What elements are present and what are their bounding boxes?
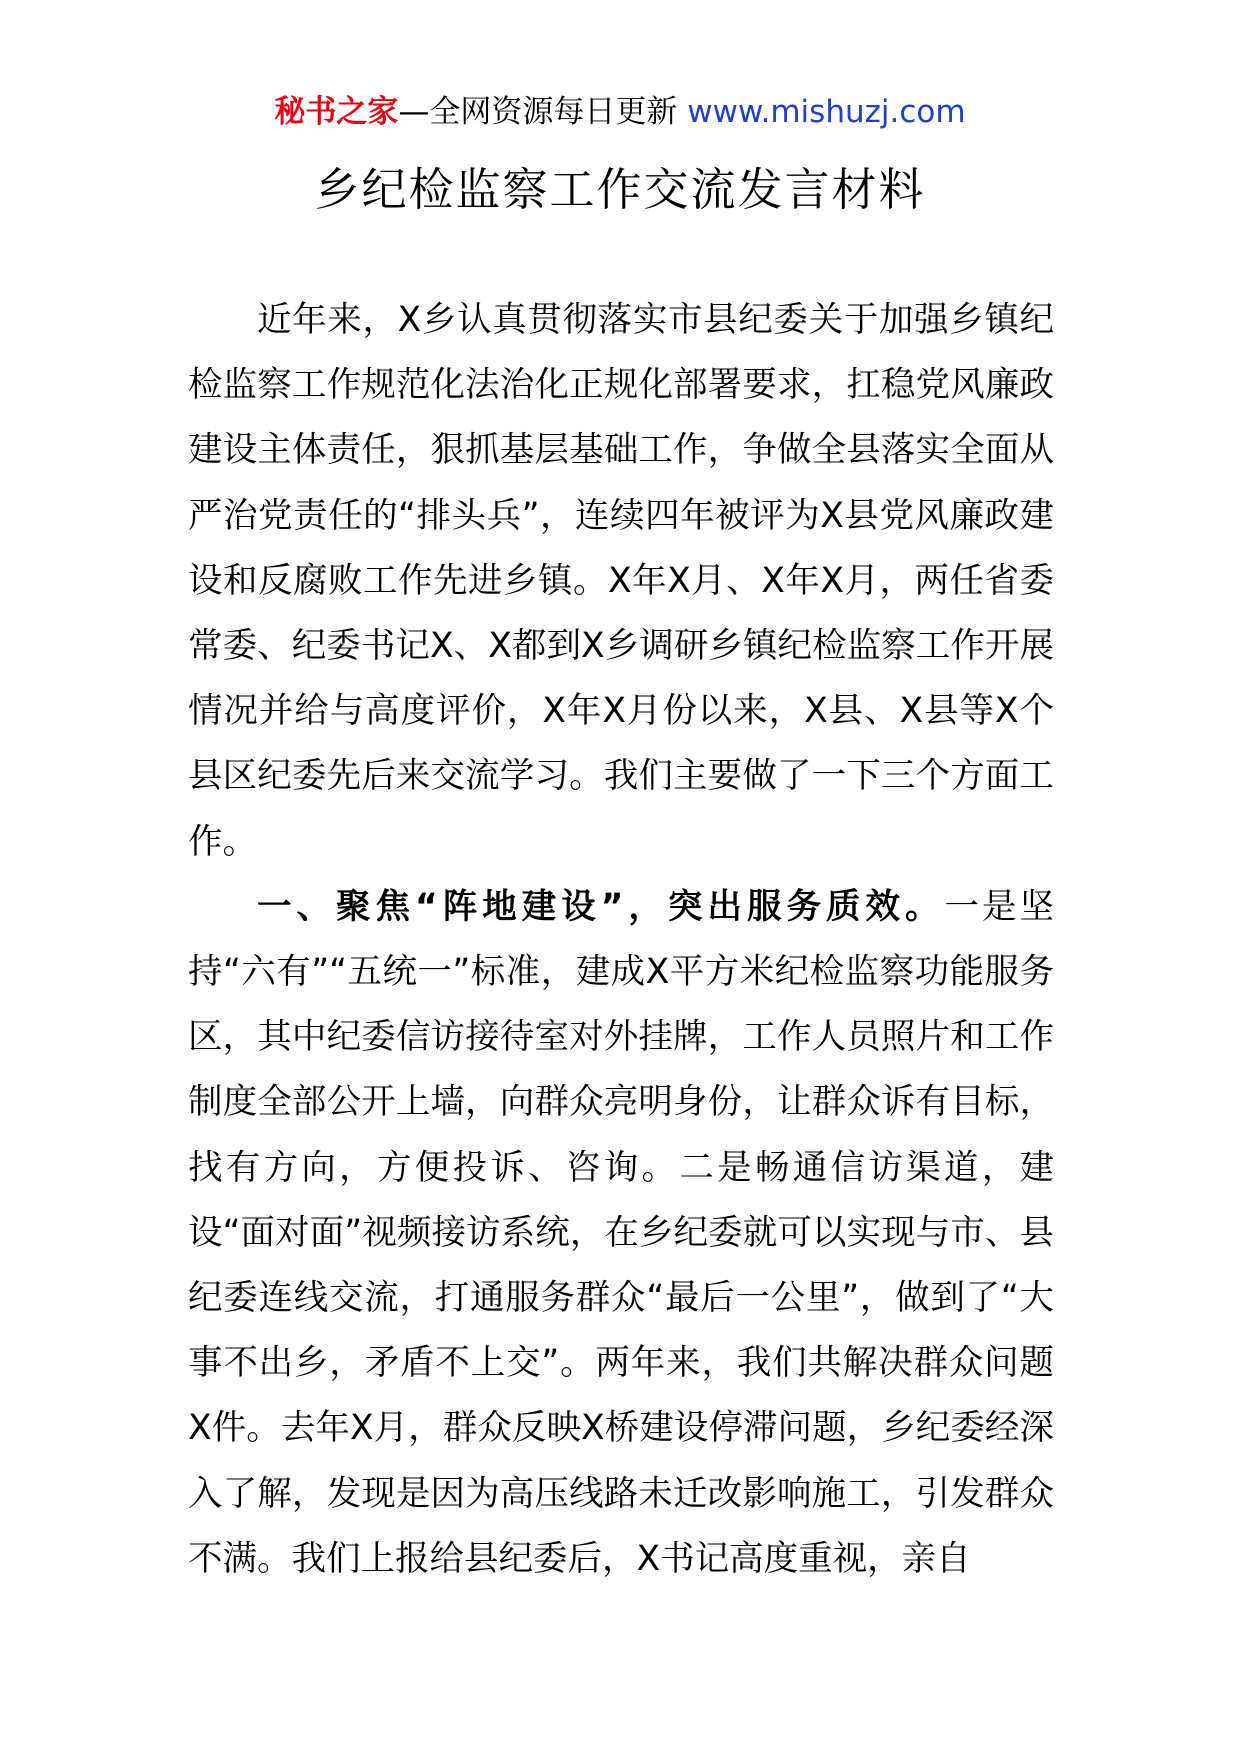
site-header [0,92,1240,132]
header-tagline: —全网资源每日更新 [398,94,688,130]
site-url[interactable]: www.mishuzj.com [687,94,966,130]
document-title: 乡纪检监察工作交流发言材料 [314,163,926,216]
section-1-heading: 一、聚焦“阵地建设”，突出服务质效。 [257,886,945,927]
document-body [188,288,1054,1592]
brand-name: 秘书之家 [274,94,399,130]
paragraph-section-1 [188,875,1054,1592]
paragraph-intro-text: 近年来，X乡认真贯彻落实市县纪委关于加强乡镇纪检监察工作规范化法治化正规化部署要求，扛稳党风廉政建设主体责任，狠抓基层基础工作，争做全县落实全面从严治党责任的“排头兵”，连续四年被评为X县党风廉政建设和反腐败工作先进乡镇。X年X月、X年X月，两任省委常委、纪委书记X、X都到X乡调研乡镇纪检监察工作开展情况并给与高度评价，X年X月份以来，X县、X县等X个县区纪委先后来交流学习。我们主要做了一下三个方面工作。 [188,300,1054,862]
section-1-text: 一是坚持“六有”“五统一”标准，建成X平方米纪检监察功能服务区，其中纪委信访接待室对外挂牌，工作人员照片和工作制度全部公开上墙，向群众亮明身份，让群众诉有目标，找有方向，方便投诉、咨询。二是畅通信访渠道，建设“面对面”视频接访系统，在乡纪委就可以实现与市、县纪委连线交流，打通服务群众“最后一公里”，做到了“大事不出乡，矛盾不上交”。两年来，我们共解决群众问题X件。去年X月，群众反映X桥建设停滞问题，乡纪委经深入了解，发现是因为高压线路未迁改影响施工，引发群众不满。我们上报给县纪委后，X书记高度重视，亲自 [188,886,1054,1579]
paragraph-intro [188,288,1054,875]
